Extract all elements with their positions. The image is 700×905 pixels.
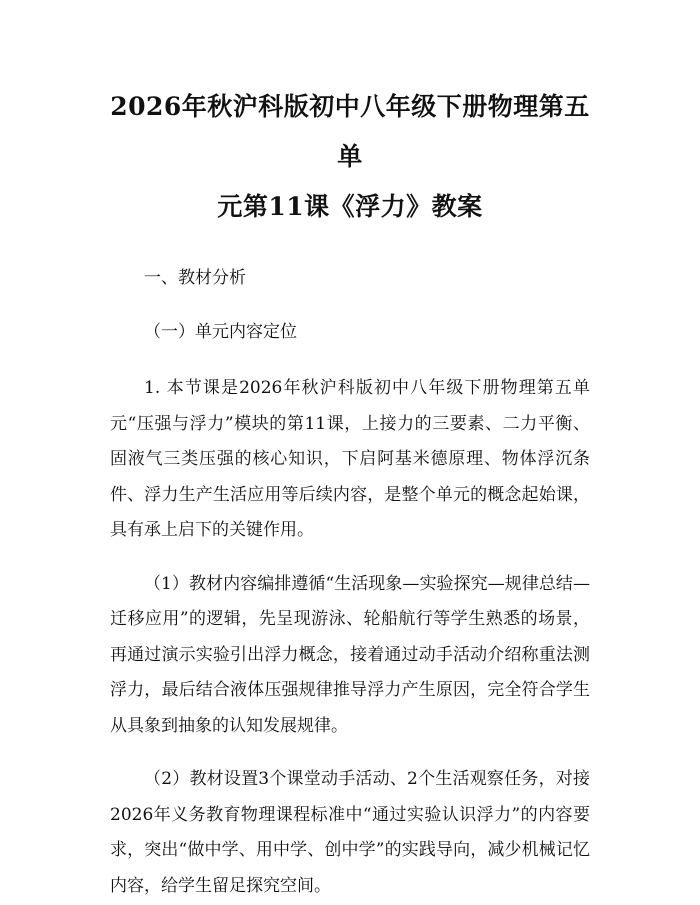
document-title [110,0,590,232]
title-line-1: 2026年秋沪科版初中八年级下册物理第五单 [110,92,590,171]
title-line-2: 元第11课《浮力》教案 [217,192,483,221]
subsection-heading-unit-positioning: （一）单元内容定位 [144,322,297,342]
paragraph-3: （2）教材设置3个课堂动手活动、2个生活观察任务，对接2026年义务教育物理课程标准中“通过实验认识浮力”的内容要求，突出“做中学、用中学、创中学”的实践导向，减少机械记忆内容，给学生留足探究空间。 [110,769,590,896]
section-heading-teaching-material-analysis: 一、教材分析 [144,268,246,288]
paragraph-1: 1. 本节课是2026年秋沪科版初中八年级下册物理第五单元“压强与浮力”模块的第11课，上接力的三要素、二力平衡、固液气三类压强的核心知识，下启阿基米德原理、物体浮沉条件、浮力生产生活应用等后续内容，是整个单元的概念起始课，具有承上启下的关键作用。 [110,378,590,540]
paragraph-2: （1）教材内容编排遵循“生活现象—实验探究—规律总结—迁移应用”的逻辑，先呈现游泳、轮船航行等学生熟悉的场景，再通过演示实验引出浮力概念，接着通过动手活动介绍称重法测浮力，最后结合液体压强规律推导浮力产生原因，完全符合学生从具象到抽象的认知发展规律。 [110,573,590,736]
